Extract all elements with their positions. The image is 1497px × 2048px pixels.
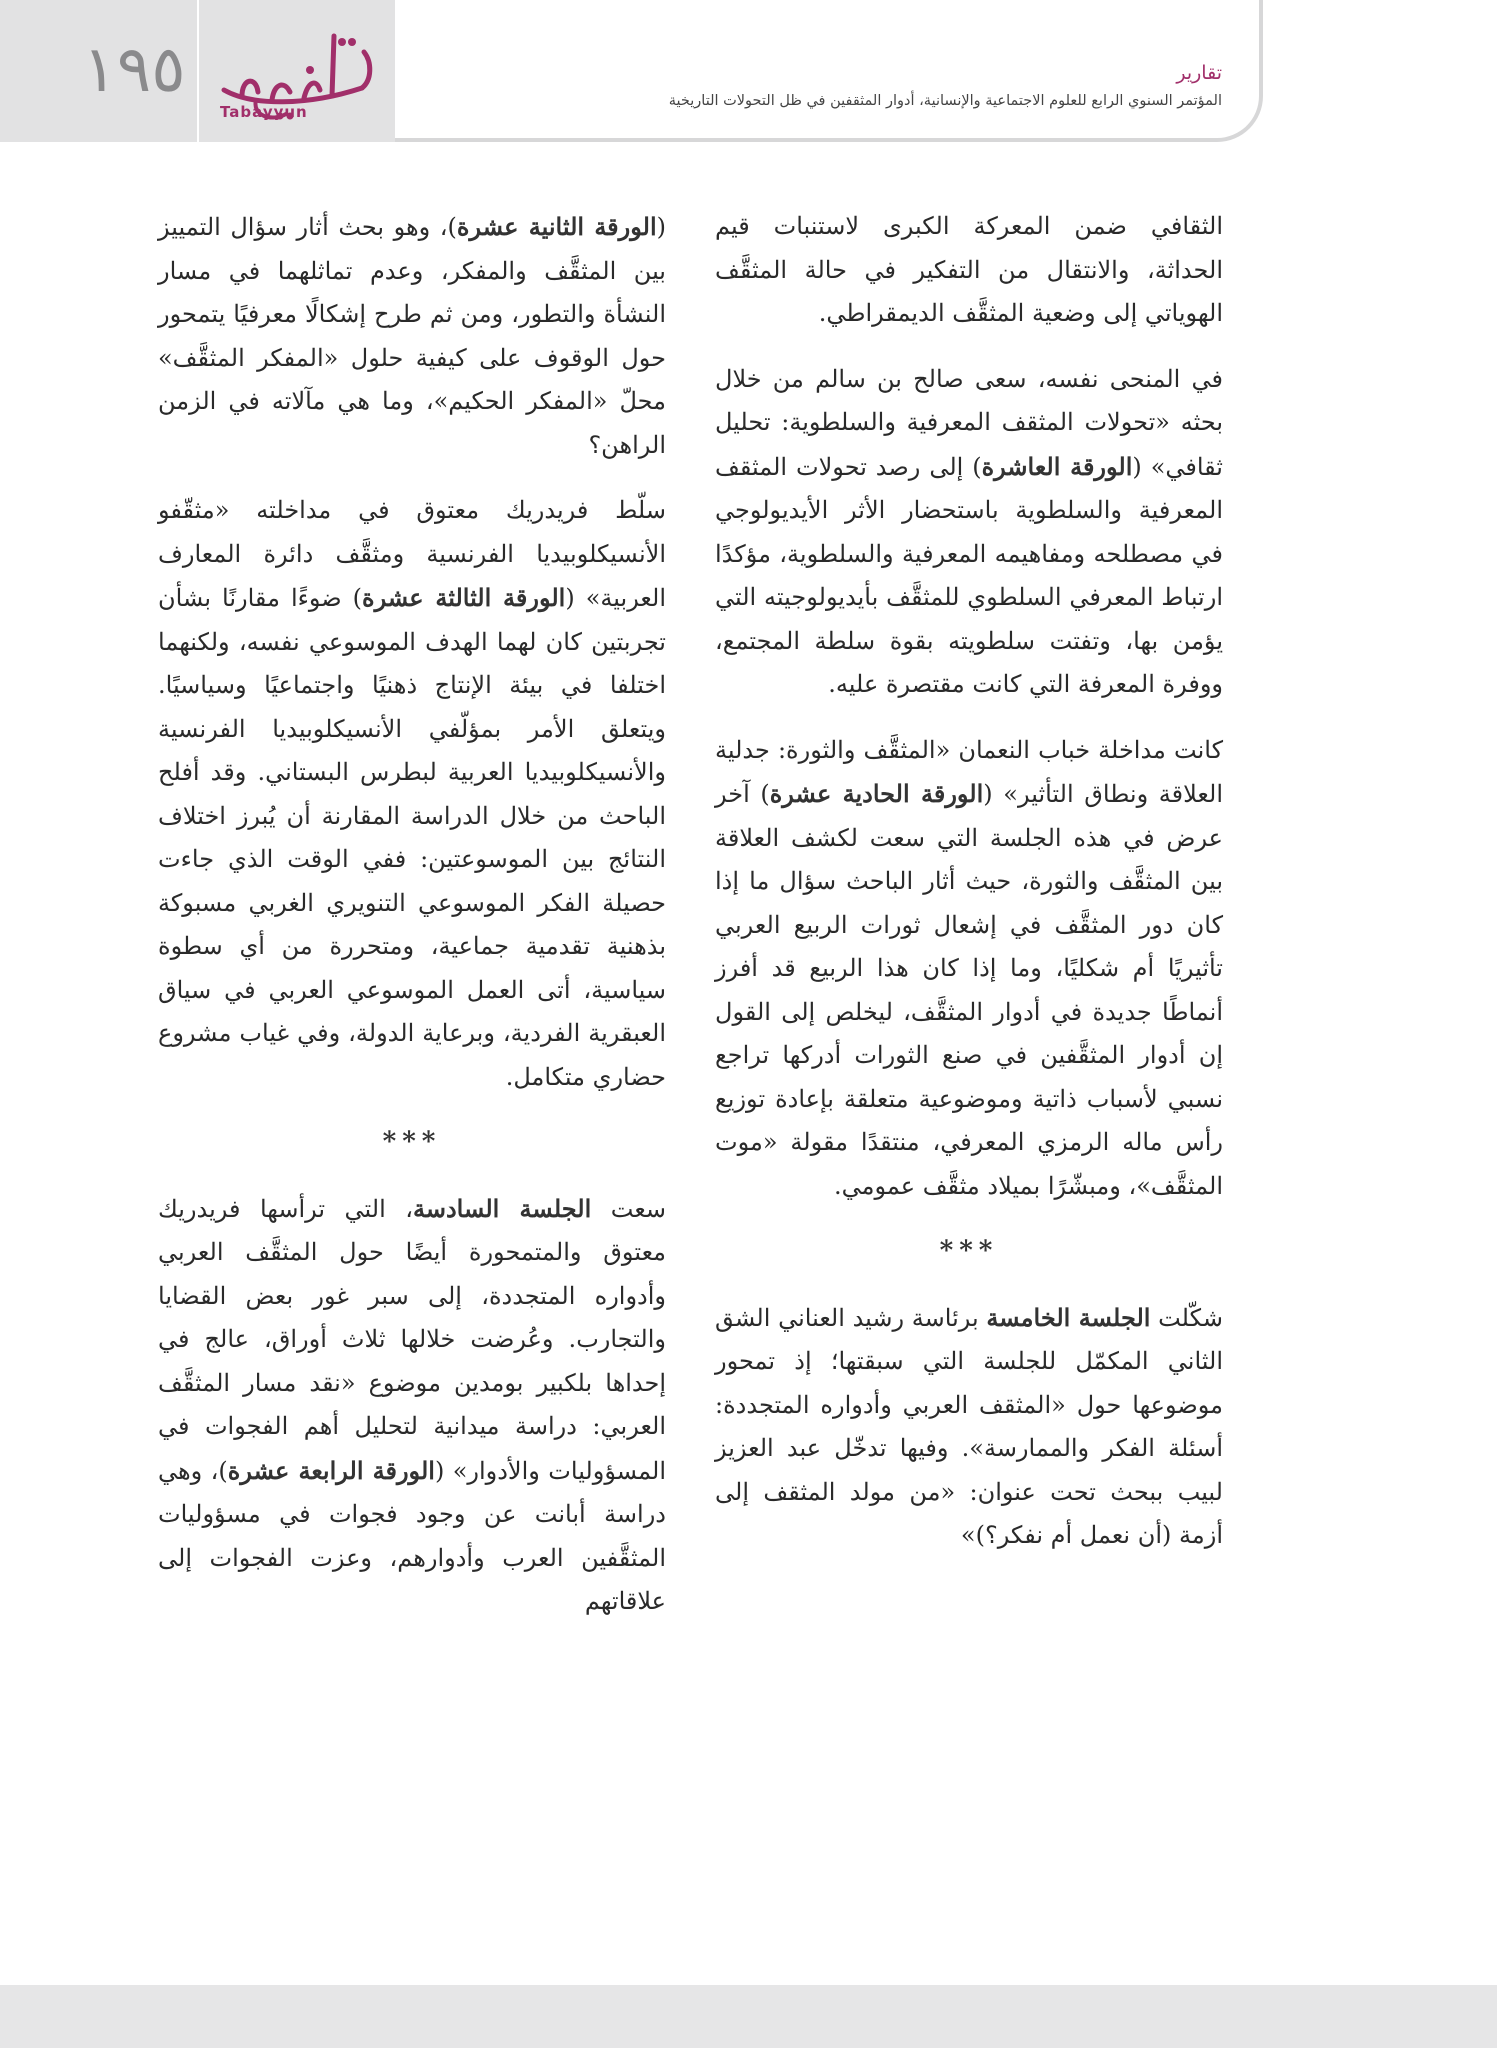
paragraph-text: سلّط فريدريك معتوق في مداخلته «مثقّفو الأنسيكلوبيديا الفرنسية ومثقَّف دائرة المعارف العربية» ( bbox=[158, 496, 666, 612]
paper-reference: الورقة الرابعة عشرة bbox=[227, 1455, 435, 1485]
section-label: تقارير bbox=[1176, 62, 1222, 84]
paragraph bbox=[158, 489, 666, 1099]
section-separator: *** bbox=[939, 1236, 999, 1266]
paragraph-text: شكّلت bbox=[1150, 1303, 1223, 1332]
paper-reference: الورقة الحادية عشرة bbox=[769, 779, 984, 808]
paragraph-text: ) ضوءًا مقارنًا بشأن تجربتين كان لهما الهدف الموسوعي نفسه، ولكنهما اختلفا في بيئة الإنتاج ذهنيًا واجتماعيًا وسياسيًا. ويتعلق الأمر بمؤلّفي الأنسيكلوبيديا الفرنسية والأنسيكلوبيديا العربية لبطرس البستاني. وقد أفلح الباحث من خلال الدراسة المقارنة أن يُبرز اختلاف النتائج بين الموسوعتين: ففي الوقت الذي جاءت حصيلة الفكر الموسوعي التنويري الغربي مسبوكة بذهنية تقدمية جماعية، ومتحررة من أي سطوة سياسية، أتى العمل الموسوعي العربي في سياق العبقرية الفردية، وبرعاية الدولة، وفي غياب مشروع حضاري متكامل. bbox=[158, 584, 666, 1091]
paragraph bbox=[715, 205, 1223, 336]
paragraph bbox=[158, 1187, 666, 1624]
session-name: الجلسة السادسة bbox=[412, 1193, 592, 1223]
paragraph-text: ( bbox=[656, 213, 667, 241]
paragraph bbox=[715, 1296, 1223, 1558]
paragraph-text: برئاسة رشيد العناني الشق الثاني المكمّل للجلسة التي سبقتها؛ إذ تمحور موضوعها حول «المثقف العربي وأدواره المتجددة: أسئلة الفكر والممارسة». وفيها تدخّل عبد العزيز لبيب ببحث تحت عنوان: «من مولد المثقف إلى أزمة (أن نعمل أم نفكر؟)» bbox=[715, 1303, 1223, 1549]
paragraph-text: سعت bbox=[591, 1194, 667, 1223]
paragraph-text: )، وهو بحث أثار سؤال التمييز بين المثقَّف والمفكر، وعدم تماثلهما في مسار النشأة والتطور، ومن ثم طرح إشكالًا معرفيًا يتمحور حول الوقوف على كيفية حلول «المفكر المثقَّف» محلّ «المفكر الحكيم»، وما هي مآلاته في الزمن الراهن؟ bbox=[158, 213, 666, 459]
paper-reference: الورقة الثالثة عشرة bbox=[362, 583, 566, 612]
paragraph bbox=[715, 358, 1223, 707]
paragraph-text: ) إلى رصد تحولات المثقف المعرفية والسلطوية باستحضار الأثر الأيديولوجي في مصطلحه ومفاهيمه المعرفية والسلطوية، مؤكدًا ارتباط المعرفي السلطوي للمثقَّف بأيديولوجيته التي يؤمن بها، وتفتت سلطويته بقوة سلطة المجتمع، ووفرة المعرفة التي كانت مقتصرة عليه. bbox=[715, 452, 1223, 698]
paragraph-text: الثقافي ضمن المعركة الكبرى لاستنبات قيم الحداثة، والانتقال من التفكير في حالة المثقَّف الهوياتي إلى وضعية المثقَّف الديمقراطي. bbox=[715, 212, 1223, 327]
paragraph-text: ) آخر عرض في هذه الجلسة التي سعت لكشف العلاقة بين المثقَّف والثورة، حيث أثار الباحث سؤال ما إذا كان دور المثقَّف في إشعال ثورات الربيع العربي تأثيريًا أم شكليًا، وما إذا كان هذا الربيع قد أفرز أنماطًا جديدة في أدوار المثقَّف، ليخلص إلى القول إن أدوار المثقَّفين في صنع الثورات أدركها تراجع نسبي لأسباب ذاتية وموضوعية متعلقة بإعادة توزيع رأس ماله الرمزي المعرفي، منتقدًا مقولة «موت المثقَّف»، ومبشّرًا بميلاد مثقَّف عمومي. bbox=[715, 780, 1224, 1200]
header-divider bbox=[197, 0, 199, 142]
paper-reference: الورقة الثانية عشرة bbox=[456, 212, 657, 241]
paragraph-text: ، التي ترأسها فريدريك معتوق والمتمحورة أيضًا حول المثقَّف العربي وأدواره المتجددة، إلى سبر غور بعض القضايا والتجارب. وعُرضت خلالها ثلاث أوراق، عالج في إحداها بلكبير بومدين موضوع «نقد مسار المثقَّف العربي: دراسة ميدانية لتحليل أهم الفجوات في المسؤوليات والأدوار» ( bbox=[158, 1194, 666, 1485]
paragraph-text: )، وهي دراسة أبانت عن وجود فجوات في مسؤوليات المثقَّفين العرب وأدوارهم، وعزت الفجوات إلى علاقاتهم bbox=[158, 1456, 666, 1615]
paragraph-text: كانت مداخلة خباب النعمان «المثقَّف والثورة: جدلية العلاقة ونطاق التأثير» ( bbox=[715, 735, 1223, 808]
paragraph bbox=[715, 729, 1223, 1209]
paragraph bbox=[158, 205, 666, 467]
paper-reference: الورقة العاشرة bbox=[981, 451, 1133, 481]
session-name: الجلسة الخامسة bbox=[986, 1302, 1151, 1332]
logo-latin-text: Tabayyun bbox=[220, 103, 308, 121]
page-number: ١٩٥ bbox=[82, 33, 186, 107]
left-column bbox=[158, 205, 666, 1624]
running-title: المؤتمر السنوي الرابع للعلوم الاجتماعية والإنسانية، أدوار المثقفين في ظل التحولات التاريخية bbox=[668, 93, 1222, 109]
right-column bbox=[715, 205, 1223, 1558]
paragraph-text: في المنحى نفسه، سعى صالح بن سالم من خلال بحثه «تحولات المثقف المعرفية والسلطوية: تحليل ثقافي» ( bbox=[715, 364, 1223, 481]
section-separator: *** bbox=[382, 1127, 442, 1157]
footer-band bbox=[0, 1985, 1497, 2048]
